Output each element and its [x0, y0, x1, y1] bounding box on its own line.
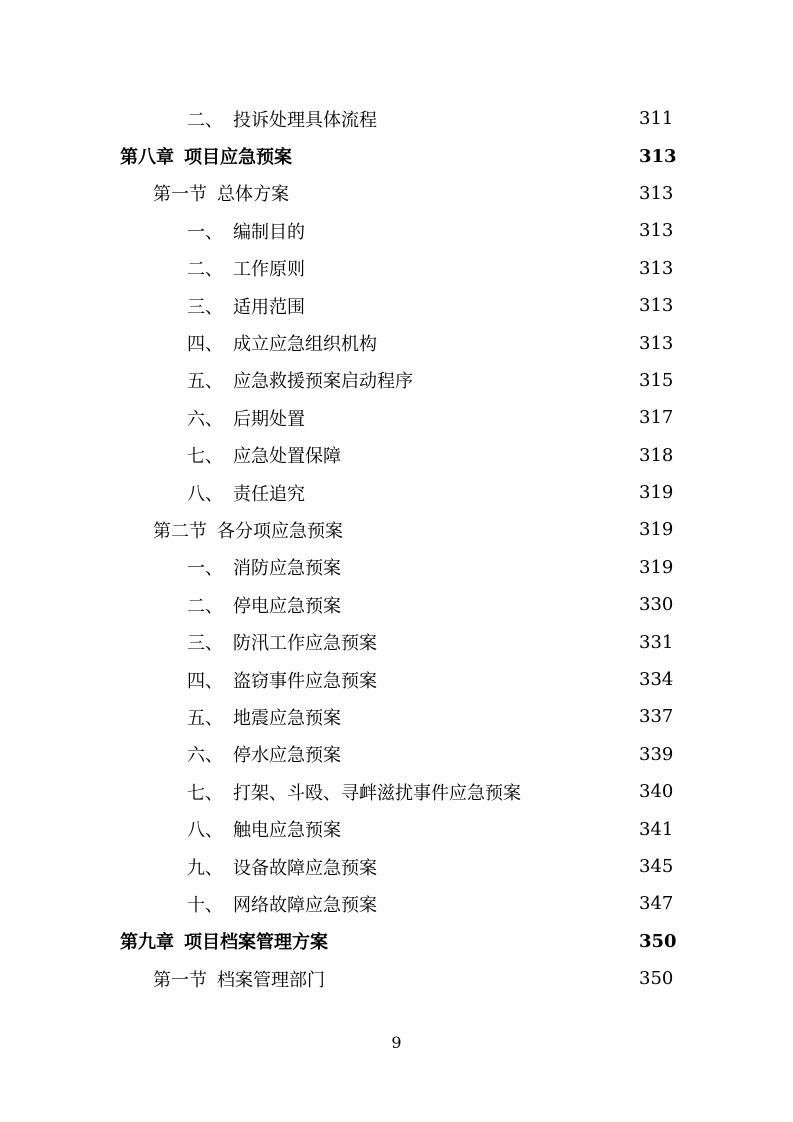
toc-entry-title: 网络故障应急预案 [233, 891, 381, 917]
toc-item-entry[interactable] [0, 362, 793, 399]
toc-entry-number: 一、 [187, 554, 233, 580]
toc-entry-number: 九、 [187, 854, 233, 880]
toc-entry-title: 总体方案 [217, 180, 293, 206]
dot-leader [309, 408, 635, 428]
toc-entry-number: 第一节 [153, 966, 217, 992]
toc-entry-page: 317 [639, 407, 674, 429]
toc-entry-title: 适用范围 [233, 293, 309, 319]
toc-item-entry[interactable] [0, 437, 793, 474]
toc-entry-number: 三、 [187, 629, 233, 655]
toc-entry-title: 设备故障应急预案 [233, 854, 381, 880]
toc-entry-title: 触电应急预案 [233, 816, 345, 842]
toc-item-entry[interactable] [0, 661, 793, 698]
toc-item-entry[interactable] [0, 100, 793, 137]
toc-entry-number: 一、 [187, 218, 233, 244]
toc-entry-page: 331 [639, 631, 674, 653]
toc-entry-title: 项目应急预案 [184, 143, 296, 169]
toc-entry-page: 313 [639, 295, 674, 317]
toc-entry-title: 应急处置保障 [233, 442, 345, 468]
toc-entry-page: 313 [639, 145, 677, 167]
toc-entry-page: 340 [639, 781, 674, 803]
toc-chapter-entry[interactable] [0, 137, 793, 174]
toc-entry-number: 五、 [187, 704, 233, 730]
toc-item-entry[interactable] [0, 399, 793, 436]
toc-entry-page: 339 [639, 743, 674, 765]
toc-item-entry[interactable] [0, 736, 793, 773]
toc-entry-title: 打架、斗殴、寻衅滋扰事件应急预案 [233, 779, 525, 805]
toc-entry-page: 313 [639, 220, 674, 242]
toc-entry-title: 投诉处理具体流程 [233, 106, 381, 132]
toc-item-entry[interactable] [0, 324, 793, 361]
toc-entry-title: 应急救援预案启动程序 [233, 367, 417, 393]
toc-section-entry[interactable] [0, 960, 793, 997]
toc-entry-page: 341 [639, 818, 674, 840]
toc-entry-page: 347 [639, 893, 674, 915]
toc-entry-page: 334 [639, 669, 674, 691]
toc-entry-title: 后期处置 [233, 405, 309, 431]
toc-entry-number: 第二节 [153, 517, 217, 543]
toc-item-entry[interactable] [0, 885, 793, 922]
dot-leader [345, 744, 635, 764]
toc-entry-page: 313 [639, 332, 674, 354]
dot-leader [381, 670, 635, 690]
toc-entry-page: 315 [639, 369, 674, 391]
toc-entry-number: 五、 [187, 367, 233, 393]
toc-entry-title: 责任追究 [233, 480, 309, 506]
toc-chapter-entry[interactable] [0, 923, 793, 960]
toc-entry-page: 313 [639, 257, 674, 279]
toc-item-entry[interactable] [0, 623, 793, 660]
toc-entry-title: 编制目的 [233, 218, 309, 244]
toc-entry-page: 337 [639, 706, 674, 728]
toc-entry-number: 六、 [187, 405, 233, 431]
toc-item-entry[interactable] [0, 549, 793, 586]
toc-item-entry[interactable] [0, 810, 793, 847]
toc-entry-title: 项目档案管理方案 [184, 928, 332, 954]
table-of-contents [0, 100, 793, 997]
dot-leader [293, 183, 635, 203]
dot-leader [345, 557, 635, 577]
toc-entry-number: 七、 [187, 779, 233, 805]
toc-entry-title: 防汛工作应急预案 [233, 629, 381, 655]
dot-leader [381, 109, 635, 129]
toc-entry-title: 盗窃事件应急预案 [233, 667, 381, 693]
toc-entry-number: 二、 [187, 106, 233, 132]
toc-entry-page: 330 [639, 594, 674, 616]
dot-leader [417, 370, 635, 390]
toc-entry-title: 成立应急组织机构 [233, 330, 381, 356]
dot-leader [332, 931, 635, 951]
dot-leader [381, 333, 635, 353]
toc-entry-title: 停电应急预案 [233, 592, 345, 618]
toc-entry-page: 313 [639, 182, 674, 204]
toc-entry-page: 318 [639, 444, 674, 466]
dot-leader [525, 782, 635, 802]
dot-leader [309, 258, 635, 278]
dot-leader [347, 520, 635, 540]
toc-entry-title: 各分项应急预案 [217, 517, 347, 543]
dot-leader [381, 894, 635, 914]
toc-entry-title: 地震应急预案 [233, 704, 345, 730]
dot-leader [381, 632, 635, 652]
toc-item-entry[interactable] [0, 287, 793, 324]
dot-leader [345, 595, 635, 615]
toc-entry-title: 档案管理部门 [217, 966, 329, 992]
toc-entry-number: 二、 [187, 255, 233, 281]
toc-entry-number: 四、 [187, 667, 233, 693]
dot-leader [309, 221, 635, 241]
toc-entry-page: 319 [639, 519, 674, 541]
toc-entry-title: 工作原则 [233, 255, 309, 281]
toc-item-entry[interactable] [0, 250, 793, 287]
dot-leader [345, 445, 635, 465]
page-number: 9 [391, 1033, 402, 1052]
dot-leader [345, 819, 635, 839]
toc-entry-number: 十、 [187, 891, 233, 917]
toc-entry-page: 311 [639, 108, 674, 130]
toc-entry-number: 六、 [187, 741, 233, 767]
toc-entry-page: 350 [639, 968, 674, 990]
toc-entry-title: 停水应急预案 [233, 741, 345, 767]
toc-entry-number: 八、 [187, 480, 233, 506]
toc-section-entry[interactable] [0, 511, 793, 548]
toc-entry-number: 第一节 [153, 180, 217, 206]
toc-entry-title: 消防应急预案 [233, 554, 345, 580]
toc-item-entry[interactable] [0, 773, 793, 810]
toc-entry-number: 七、 [187, 442, 233, 468]
toc-item-entry[interactable] [0, 848, 793, 885]
toc-entry-number: 第八章 [120, 143, 184, 169]
dot-leader [329, 969, 635, 989]
toc-section-entry[interactable] [0, 175, 793, 212]
toc-entry-number: 二、 [187, 592, 233, 618]
toc-entry-number: 第九章 [120, 928, 184, 954]
dot-leader [345, 707, 635, 727]
toc-item-entry[interactable] [0, 698, 793, 735]
toc-entry-page: 319 [639, 482, 674, 504]
toc-entry-page: 319 [639, 556, 674, 578]
toc-item-entry[interactable] [0, 474, 793, 511]
dot-leader [381, 857, 635, 877]
dot-leader [309, 296, 635, 316]
toc-entry-number: 三、 [187, 293, 233, 319]
toc-entry-page: 345 [639, 856, 674, 877]
toc-entry-number: 八、 [187, 816, 233, 842]
toc-item-entry[interactable] [0, 212, 793, 249]
dot-leader [296, 146, 635, 166]
toc-entry-page: 350 [639, 930, 677, 952]
toc-item-entry[interactable] [0, 586, 793, 623]
toc-entry-number: 四、 [187, 330, 233, 356]
dot-leader [309, 483, 635, 503]
